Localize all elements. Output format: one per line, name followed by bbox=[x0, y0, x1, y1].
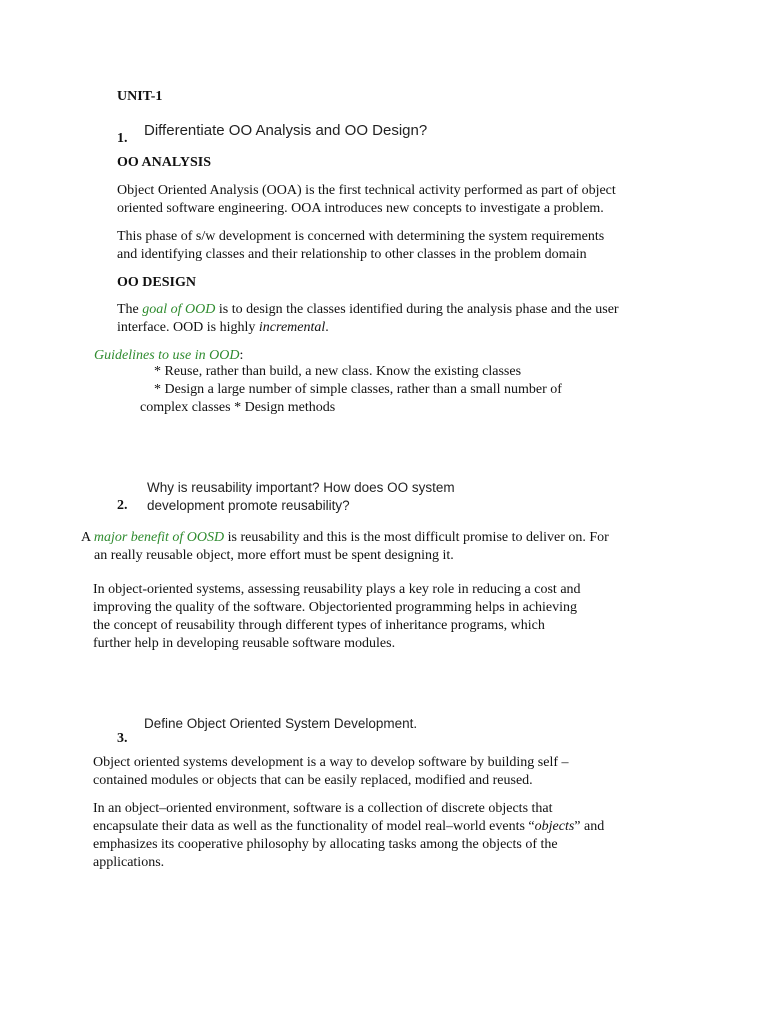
guideline-item: complex classes * Design methods bbox=[140, 400, 336, 415]
question-2-number: 2. bbox=[117, 498, 128, 513]
guidelines-label: Guidelines to use in OOD: bbox=[94, 348, 244, 363]
oo-analysis-paragraph-2: This phase of s/w development is concerned with determining the system requirements and identifying classes and their relationship to other classes in the problem domain bbox=[117, 229, 605, 262]
oo-design-paragraph: The goal of OOD is to design the classes identified during the analysis phase and the user interface. OOD is highly incremental. bbox=[117, 302, 619, 335]
question-3-title: Define Object Oriented System Development. bbox=[144, 716, 418, 731]
guideline-item: * Design a large number of simple classes, rather than a small number of bbox=[154, 382, 562, 397]
q2-paragraph-2: In object-oriented systems, assessing reusability plays a key role in reducing a cost and improving the quality of the software. Objectoriented programming helps in achieving the concept of reusability through different types of inheritance programs, which further help in developing reusable software modules. bbox=[93, 582, 581, 651]
oo-design-heading: OO DESIGN bbox=[117, 275, 196, 290]
question-1-title: Differentiate OO Analysis and OO Design? bbox=[144, 122, 428, 139]
question-3-number: 3. bbox=[117, 731, 128, 746]
q3-paragraph-1: Object oriented systems development is a way to develop software by building self – contained modules or objects that can be easily replaced, modified and reused. bbox=[93, 755, 569, 788]
oo-analysis-paragraph-1: Object Oriented Analysis (OOA) is the first technical activity performed as part of object oriented software engineering. OOA introduces new concepts to investigate a problem. bbox=[117, 183, 616, 216]
incremental-word: incremental bbox=[258, 320, 326, 335]
q2-paragraph-1: A major benefit of OOSD is reusability and this is the most difficult promise to deliver on. For an really reusable object, more effort must be spent designing it. bbox=[81, 530, 609, 563]
unit-heading: UNIT-1 bbox=[117, 89, 163, 104]
oo-analysis-heading: OO ANALYSIS bbox=[117, 155, 212, 170]
question-2-title: Why is reusability important? How does OO system development promote reusability? bbox=[147, 480, 455, 513]
major-benefit-phrase: major benefit of OOSD bbox=[93, 530, 225, 545]
question-1-number: 1. bbox=[117, 131, 128, 146]
goal-of-ood-phrase: goal of OOD bbox=[142, 302, 216, 317]
q3-paragraph-2: In an object–oriented environment, software is a collection of discrete objects that encapsulate their data as well as the functionality of model real–world events “objects” and emphasizes its cooperative philosophy by allocating tasks among the objects of the applications. bbox=[93, 801, 605, 870]
objects-word: objects bbox=[534, 819, 575, 834]
guidelines-list bbox=[140, 363, 562, 417]
guideline-item: * Reuse, rather than build, a new class. Know the existing classes bbox=[154, 364, 522, 379]
